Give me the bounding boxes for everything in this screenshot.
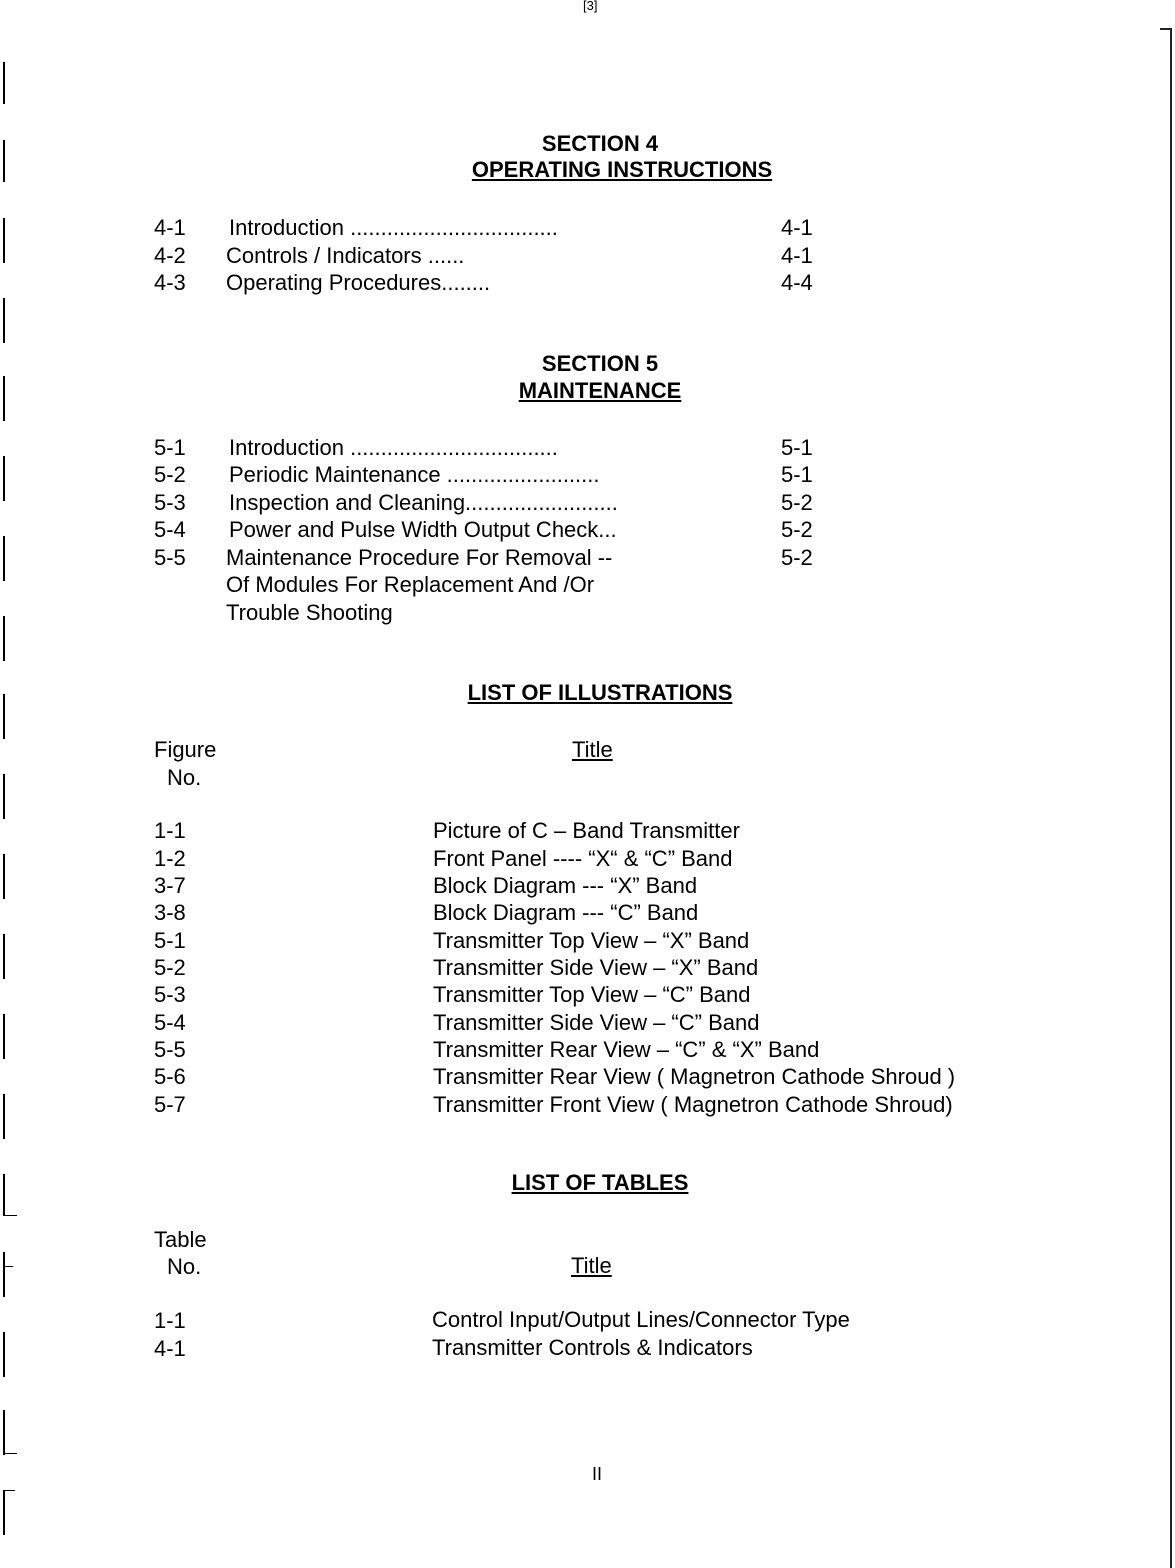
margin-mark xyxy=(3,1410,5,1455)
entry-text: Maintenance Procedure For Removal -- xyxy=(226,545,613,570)
figure-number: 3-7 xyxy=(154,873,186,898)
entry-number: 5-5 xyxy=(154,545,186,570)
margin-mark xyxy=(3,616,5,661)
entry-page: 5-2 xyxy=(781,490,813,515)
entry-page: 4-1 xyxy=(781,215,813,240)
figure-title: Picture of C – Band Transmitter xyxy=(433,818,740,843)
margin-mark xyxy=(3,1490,5,1535)
column-header-no: No. xyxy=(167,1254,202,1279)
section-4-title: OPERATING INSTRUCTIONS xyxy=(471,157,773,182)
illustrations-heading: LIST OF ILLUSTRATIONS xyxy=(467,680,733,705)
tables-heading: LIST OF TABLES xyxy=(511,1170,689,1195)
margin-mark xyxy=(3,1490,15,1491)
margin-mark xyxy=(3,1014,5,1059)
margin-mark xyxy=(3,62,5,104)
entry-page: 5-2 xyxy=(781,545,813,570)
section-5-heading: SECTION 5 xyxy=(541,351,659,376)
entry-text: Introduction .................................. xyxy=(229,435,558,460)
margin-mark xyxy=(3,298,5,343)
entry-text: Operating Procedures........ xyxy=(226,270,491,295)
margin-mark xyxy=(3,218,5,263)
figure-number: 5-1 xyxy=(154,928,186,953)
figure-title: Transmitter Front View ( Magnetron Cathode Shroud) xyxy=(433,1092,953,1117)
section-4-heading: SECTION 4 xyxy=(541,131,659,156)
table-title: Control Input/Output Lines/Connector Type xyxy=(432,1307,850,1332)
entry-text-continuation: Trouble Shooting xyxy=(226,600,393,625)
figure-number: 3-8 xyxy=(154,900,186,925)
margin-mark xyxy=(3,1215,17,1216)
entry-page: 5-1 xyxy=(781,435,813,460)
figure-number: 5-5 xyxy=(154,1037,186,1062)
entry-number: 4-2 xyxy=(154,243,186,268)
entry-number: 4-3 xyxy=(154,270,186,295)
column-header-title: Title xyxy=(571,1253,612,1278)
entry-text-continuation: Of Modules For Replacement And /Or xyxy=(226,572,595,597)
margin-mark xyxy=(3,1174,5,1216)
figure-title: Transmitter Side View – “C” Band xyxy=(433,1010,760,1035)
figure-number: 1-2 xyxy=(154,846,186,871)
margin-mark xyxy=(3,1094,5,1139)
entry-text: Power and Pulse Width Output Check... xyxy=(229,517,617,542)
table-title: Transmitter Controls & Indicators xyxy=(432,1335,753,1360)
figure-number: 5-3 xyxy=(154,982,186,1007)
figure-title: Block Diagram --- “C” Band xyxy=(433,900,699,925)
margin-mark xyxy=(3,456,5,501)
entry-number: 5-1 xyxy=(154,435,186,460)
margin-mark xyxy=(3,536,5,581)
column-header-no: No. xyxy=(167,765,202,790)
page-number: II xyxy=(592,1464,603,1484)
entry-page: 4-4 xyxy=(781,270,813,295)
margin-mark xyxy=(3,1252,5,1297)
figure-title: Transmitter Rear View ( Magnetron Cathode Shroud ) xyxy=(433,1064,956,1089)
entry-number: 4-1 xyxy=(154,215,186,240)
entry-number: 5-4 xyxy=(154,517,186,542)
table-number: 1-1 xyxy=(154,1308,186,1333)
entry-text: Inspection and Cleaning......................... xyxy=(229,490,618,515)
table-number: 4-1 xyxy=(154,1336,186,1361)
figure-title: Transmitter Top View – “X” Band xyxy=(433,928,750,953)
figure-number: 5-4 xyxy=(154,1010,186,1035)
page-tag: [3] xyxy=(583,0,598,13)
entry-page: 5-2 xyxy=(781,517,813,542)
figure-number: 5-7 xyxy=(154,1092,186,1117)
entry-text: Periodic Maintenance ......................... xyxy=(229,462,600,487)
figure-title: Transmitter Top View – “C” Band xyxy=(433,982,751,1007)
margin-mark xyxy=(3,854,5,899)
page-edge-line xyxy=(1160,28,1172,30)
figure-title: Front Panel ---- “X“ & “C” Band xyxy=(433,846,733,871)
figure-number: 1-1 xyxy=(154,818,186,843)
figure-title: Block Diagram --- “X” Band xyxy=(433,873,698,898)
margin-mark xyxy=(3,934,5,979)
entry-number: 5-2 xyxy=(154,462,186,487)
page-edge-line xyxy=(1170,28,1172,1568)
figure-title: Transmitter Rear View – “C” & “X” Band xyxy=(433,1037,820,1062)
entry-page: 4-1 xyxy=(781,243,813,268)
margin-mark xyxy=(3,1266,13,1267)
entry-text: Introduction .................................. xyxy=(229,215,558,240)
section-5-title: MAINTENANCE xyxy=(518,378,682,403)
column-header-table: Table xyxy=(154,1227,207,1252)
column-header-figure: Figure xyxy=(154,737,217,762)
entry-text: Controls / Indicators ...... xyxy=(226,243,465,268)
margin-mark xyxy=(3,774,5,819)
margin-mark xyxy=(3,1332,5,1377)
margin-mark xyxy=(3,140,5,182)
margin-mark xyxy=(3,694,5,739)
margin-mark xyxy=(3,1453,17,1454)
figure-number: 5-6 xyxy=(154,1064,186,1089)
entry-number: 5-3 xyxy=(154,490,186,515)
entry-page: 5-1 xyxy=(781,462,813,487)
figure-title: Transmitter Side View – “X” Band xyxy=(433,955,759,980)
figure-number: 5-2 xyxy=(154,955,186,980)
margin-mark xyxy=(3,376,5,421)
column-header-title: Title xyxy=(572,737,613,762)
